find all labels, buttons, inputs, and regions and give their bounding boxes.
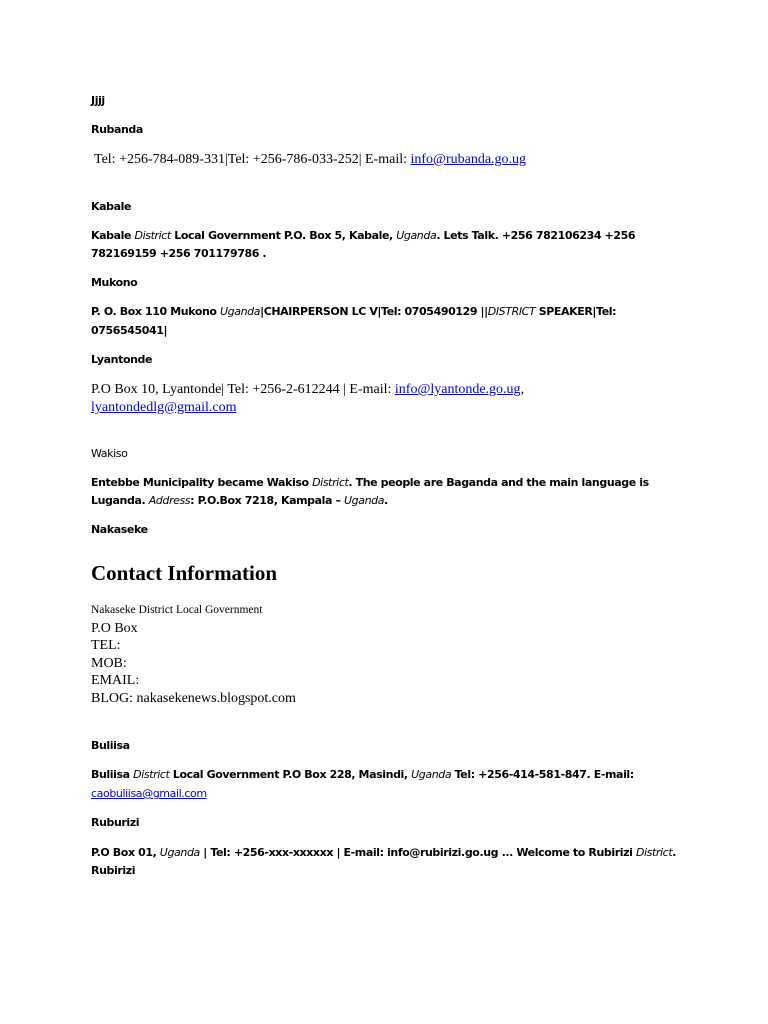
kabale-heading: Kabale [91,200,132,213]
buliisa-line-1 [91,768,634,781]
wakiso-heading: Wakiso [91,447,128,460]
rubanda-tel-text: Tel: +256-784-089-331|Tel: +256-786-033-252| E-mail: [94,152,411,167]
kabale-line-2: 782169159 +256 701179786 . [91,247,267,260]
kabale-italic: Uganda [396,229,437,242]
lyantonde-line-1 [91,382,524,398]
nakaseke-pobox: P.O Box [91,621,138,636]
mukono-heading: Mukono [91,276,138,289]
rubirizi-italic: District [635,846,673,859]
rubanda-email-link[interactable]: info@rubanda.go.ug [410,152,527,167]
rubirizi-italic: Uganda [159,846,200,859]
wakiso-text: . [384,494,388,507]
buliisa-text: Buliisa [91,768,134,781]
kabale-text: Kabale [91,229,135,242]
rubirizi-text: P.O Box 01, [91,846,160,859]
mukono-text: |CHAIRPERSON LC V|Tel: 0705490129 || [260,305,488,318]
wakiso-text: Luganda. [91,494,149,507]
rubirizi-line-1 [91,846,676,859]
wakiso-italic: Address [148,494,191,507]
lyantonde-email-link[interactable]: info@lyantonde.go.ug [394,382,521,397]
rubirizi-heading: Ruburizi [91,816,140,829]
wakiso-text: Entebbe Municipality became Wakiso [91,476,313,489]
wakiso-italic: District [312,476,349,489]
mukono-text: P. O. Box 110 Mukono [91,305,220,318]
buliisa-line-2 [91,787,207,800]
nakaseke-mob: MOB: [91,656,127,671]
nakaseke-tel: TEL: [91,638,121,653]
buliisa-italic: Uganda [411,768,452,781]
wakiso-text: : P.O.Box 7218, Kampala – [190,494,345,507]
wakiso-text: . The people are Baganda and the main language is [348,476,649,489]
nakaseke-blog: BLOG: nakasekenews.blogspot.com [91,691,296,706]
kabale-text: Local Government P.O. Box 5, Kabale, [170,229,397,242]
buliisa-heading: Buliisa [91,739,130,752]
lyantonde-line-2 [91,400,236,416]
buliisa-email-link[interactable]: caobuliisa@gmail.com [91,787,207,800]
rubirizi-line-2: Rubirizi [91,864,136,877]
nakaseke-org: Nakaseke District Local Government [91,604,263,616]
mukono-line-1 [91,305,616,318]
rubanda-contact-line [94,152,526,168]
kabale-italic: District [134,229,171,242]
nakaseke-heading: Nakaseke [91,523,148,536]
wakiso-line-1 [91,476,649,489]
lyantonde-gmail-link[interactable]: lyantondedlg@gmail.com [91,400,237,415]
wakiso-italic: Uganda [344,494,385,507]
lyantonde-text: P.O Box 10, Lyantonde| Tel: +256-2-612244 | E-mail: [91,382,395,397]
mukono-italic: Uganda [220,305,261,318]
kabale-line-1 [91,229,635,242]
buliisa-text: Local Government P.O Box 228, Masindi, [169,768,412,781]
jjj-heading: Jjjj [91,94,105,107]
rubirizi-text: | Tel: +256-xxx-xxxxxx | E-mail: info@rubirizi.go.ug ... Welcome to Rubirizi [199,846,636,859]
buliisa-italic: District [133,768,170,781]
mukono-line-2: 0756545041| [91,324,168,337]
mukono-text: SPEAKER|Tel: [535,305,617,318]
kabale-text: . Lets Talk. +256 782106234 +256 [436,229,636,242]
nakaseke-email: EMAIL: [91,673,140,688]
mukono-italic: DISTRICT [487,305,536,318]
lyantonde-comma: , [520,382,525,397]
wakiso-line-2 [91,494,388,507]
buliisa-text: Tel: +256-414-581-847. E-mail: [451,768,634,781]
lyantonde-heading: Lyantonde [91,353,153,366]
contact-information-title: Contact Information [91,561,278,585]
rubirizi-text: . [672,846,677,859]
rubanda-heading: Rubanda [91,123,143,136]
